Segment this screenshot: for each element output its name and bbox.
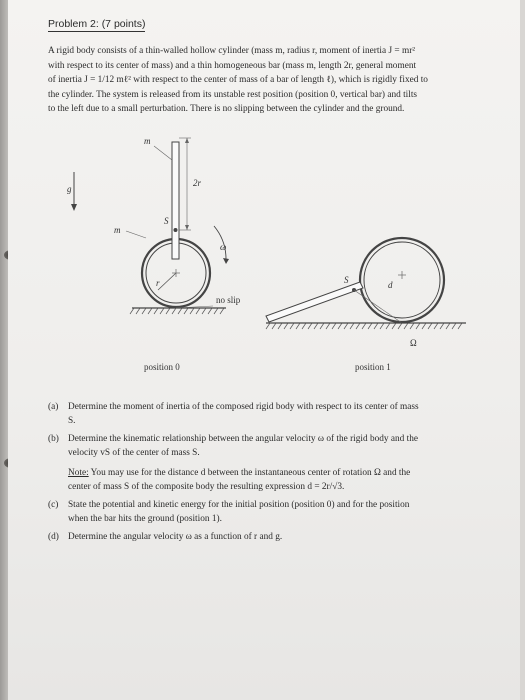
distance-d-label: d (388, 280, 393, 290)
center-of-mass-label: S (164, 216, 169, 226)
position0-bar (172, 142, 179, 259)
question-line: velocity vS of the center of mass S. (68, 448, 200, 458)
note-line (68, 466, 508, 480)
no-slip-label: no slip (216, 295, 241, 305)
question-line: State the potential and kinetic energy for the initial position (position 0) and for the position (68, 500, 410, 510)
note-label: Note: (68, 468, 89, 478)
question-line: Determine the kinematic relationship between the angular velocity ω of the rigid body and the (68, 434, 418, 444)
gravity-label: g (67, 184, 72, 194)
position0-ground (130, 308, 226, 314)
cylinder-mass-label: m (114, 225, 121, 235)
position1-ground (266, 323, 466, 329)
statement-line: with respect to its center of mass) and a thin homogeneous bar (mass m, length 2r, general moment (48, 60, 417, 71)
position1-cylinder (360, 238, 444, 322)
position1-bar (266, 282, 363, 322)
question-a (48, 400, 508, 428)
problem-statement (48, 44, 498, 117)
note-text: You may use for the distance d between the instantaneous center of rotation Ω and the (88, 468, 411, 478)
question-d (48, 530, 508, 544)
cylinder-mass-leader (126, 231, 146, 238)
problem-title: Problem 2: (7 points) (48, 18, 146, 30)
omega-label: ω (220, 242, 227, 252)
center-of-mass-label-position1: S (344, 275, 349, 285)
question-tag: (c) (48, 500, 59, 510)
distance-d-line (354, 290, 402, 323)
radius-label: r (156, 278, 160, 288)
note-line: center of mass S of the composite body the resulting expression d = 2r/√3. (68, 482, 345, 492)
question-line: S. (68, 416, 76, 426)
statement-line: of inertia J = 1/12 mℓ² with respect to the center of mass of a bar of length ℓ), which is rigidly fixed to (48, 75, 428, 85)
question-line: Determine the angular velocity ω as a function of r and g. (68, 532, 283, 542)
question-list (48, 400, 508, 548)
statement-line: A rigid body consists of a thin-walled hollow cylinder (mass m, radius r, moment of inertia J = mr² (48, 46, 416, 56)
question-c (48, 498, 508, 526)
bar-mass-label: m (144, 136, 151, 146)
mechanism-figure (48, 128, 508, 378)
question-tag: (b) (48, 434, 59, 444)
position1-caption: position 1 (355, 362, 391, 372)
problem-sheet (8, 0, 520, 700)
question-tag: (d) (48, 532, 59, 542)
question-b (48, 432, 508, 494)
figure-drawing (48, 128, 508, 378)
statement-line: to the left due to a small perturbation. There is no slipping between the cylinder and the ground. (48, 104, 405, 114)
bar-length-dimension (179, 138, 191, 230)
question-line: when the bar hits the ground (position 1). (68, 514, 222, 524)
question-line: Determine the moment of inertia of the composed rigid body with respect to its center of mass (68, 402, 419, 412)
question-tag: (a) (48, 402, 59, 412)
instantaneous-center-label: Ω (410, 338, 417, 348)
position0-caption: position 0 (144, 362, 180, 372)
bar-length-label: 2r (193, 178, 202, 188)
bar-mass-leader (154, 146, 172, 160)
statement-line: the cylinder. The system is released from its unstable rest position (position 0, vertical bar) and tilts (48, 89, 418, 100)
